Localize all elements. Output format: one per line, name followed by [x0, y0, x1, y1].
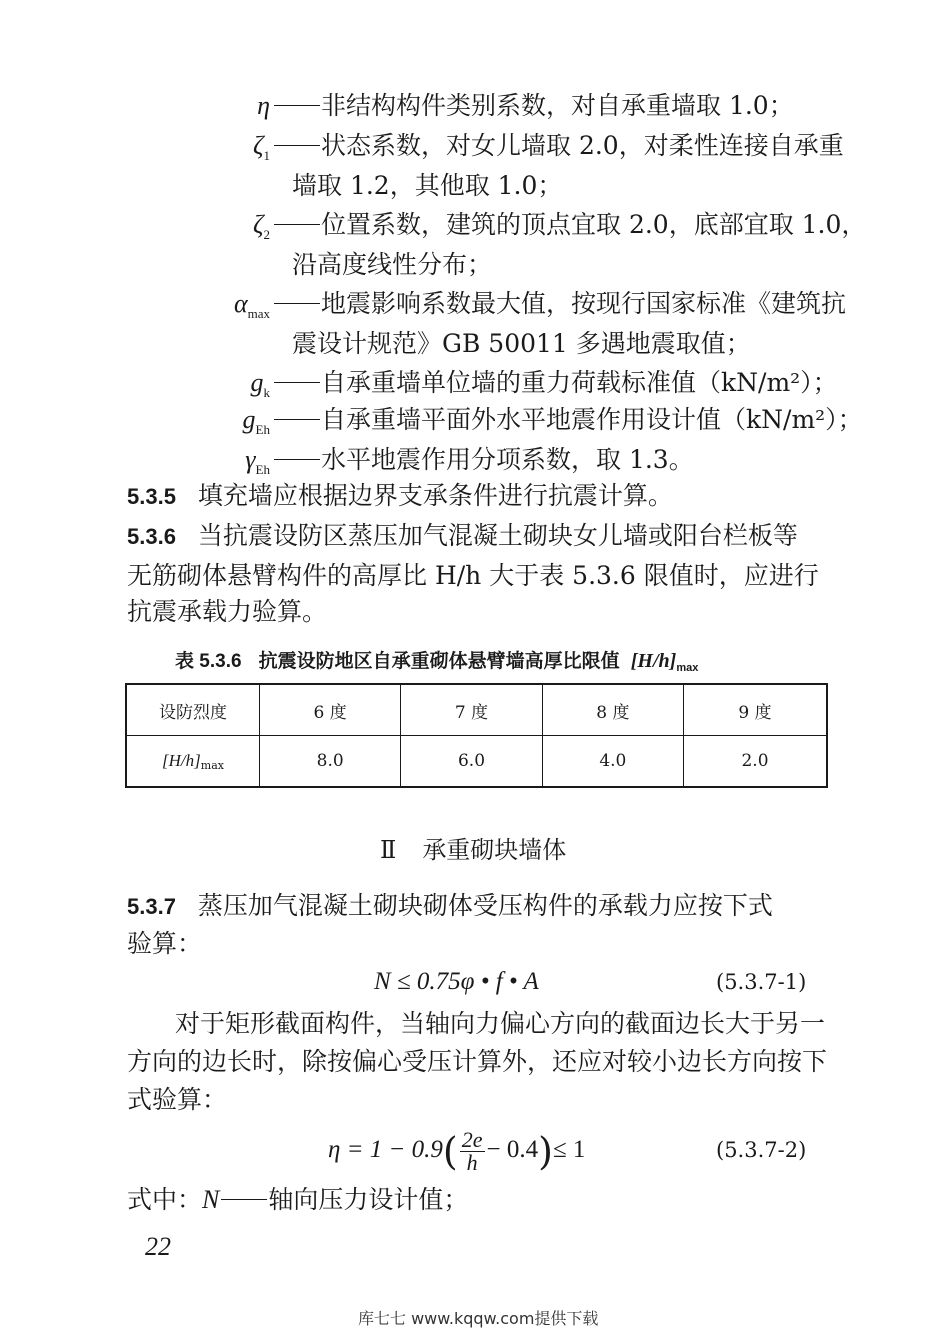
clause-5-3-6: 5.3.6 当抗震设防区蒸压加气混凝土砌块女儿墙或阳台栏板等 [127, 521, 798, 550]
definition-alpha-max-cont: 震设计规范》GB 50011 多遇地震取值； [292, 329, 751, 358]
definition-zeta1-cont: 墙取 1.2，其他取 1.0； [292, 171, 563, 200]
table-row-label: [H/h]max [126, 736, 260, 788]
table-cell: 6.0 [401, 736, 542, 788]
clause-5-3-7-line2: 验算： [127, 929, 203, 958]
equation-label-2: (5.3.7-2) [716, 1138, 807, 1162]
symbol-gamma-eh: $\gamma_{Eh}$ [245, 445, 270, 477]
fraction: $\frac{2e}{h}$ [461, 1126, 483, 1175]
table-header-cell: 8 度 [542, 684, 683, 736]
symbol-zeta2: $\zeta_2$ [252, 210, 270, 242]
equation-5-3-7-1: N ≤ 0.75φ • f • A [374, 968, 539, 995]
definition-zeta2: 位置系数，建筑的顶点宜取 2.0，底部宜取 1.0， [272, 205, 866, 245]
table-cell: 8.0 [260, 736, 401, 788]
section-heading: Ⅱ 承重砌块墙体 [380, 836, 567, 864]
table-header-row [126, 684, 827, 736]
definition-eta: 非结构构件类别系数，对自承重墙取 1.0； [272, 86, 794, 126]
table-cell: 4.0 [542, 736, 683, 788]
table-caption: 表 5.3.6 抗震设防地区自承重砌体悬臂墙高厚比限值 $[H/h]_{max}$ [175, 650, 699, 674]
footer-note: 库七七 www.kqqw.com提供下载 [358, 1309, 599, 1328]
paragraph-line3: 式验算： [127, 1085, 228, 1114]
table-header-cell: 6 度 [260, 684, 401, 736]
clause-5-3-5: 5.3.5 填充墙应根据边界支承条件进行抗震计算。 [127, 481, 673, 510]
where-line: 式中：N 轴向压力设计值； [127, 1185, 469, 1214]
symbol-gk: $g_k$ [250, 368, 270, 400]
table-row [126, 736, 827, 788]
definition-zeta2-cont: 沿高度线性分布； [292, 250, 493, 279]
symbol-zeta1: $\zeta_1$ [252, 131, 270, 163]
definition-zeta1: 状态系数，对女儿墙取 2.0，对柔性连接自承重 [272, 126, 844, 166]
equation-5-3-7-2: η = 1 − 0.9( $\frac{2e}{h}$ − 0.4)≤ 1 [328, 1126, 586, 1175]
definition-geh: 自承重墙平面外水平地震作用设计值（kN/m²）； [272, 400, 863, 440]
page-number: 22 [145, 1232, 171, 1261]
symbol-geh: $g_{Eh}$ [242, 405, 270, 437]
table-header-cell: 7 度 [401, 684, 542, 736]
definition-gamma-eh: 水平地震作用分项系数，取 1.3。 [272, 440, 694, 480]
table-header-cell: 设防烈度 [126, 684, 260, 736]
definition-gk: 自承重墙单位墙的重力荷载标准值（kN/m²）； [272, 363, 838, 403]
table-cell: 2.0 [684, 736, 827, 788]
equation-label-1: (5.3.7-1) [716, 970, 807, 994]
definition-alpha-max: 地震影响系数最大值，按现行国家标准《建筑抗 [272, 284, 846, 324]
clause-5-3-7: 5.3.7 蒸压加气混凝土砌块砌体受压构件的承载力应按下式 [127, 891, 773, 920]
symbol-eta: η [257, 91, 270, 120]
limit-table [125, 683, 828, 788]
symbol-alpha-max: $\alpha_{max}$ [233, 289, 270, 321]
clause-5-3-6-line2: 无筋砌体悬臂构件的高厚比 H/h 大于表 5.3.6 限值时，应进行 [127, 561, 819, 590]
paragraph-line1: 对于矩形截面构件，当轴向力偏心方向的截面边长大于另一 [175, 1009, 826, 1038]
table-header-cell: 9 度 [684, 684, 827, 736]
paragraph-line2: 方向的边长时，除按偏心受压计算外，还应对较小边长方向按下 [127, 1047, 828, 1076]
clause-5-3-6-line3: 抗震承载力验算。 [127, 597, 328, 626]
